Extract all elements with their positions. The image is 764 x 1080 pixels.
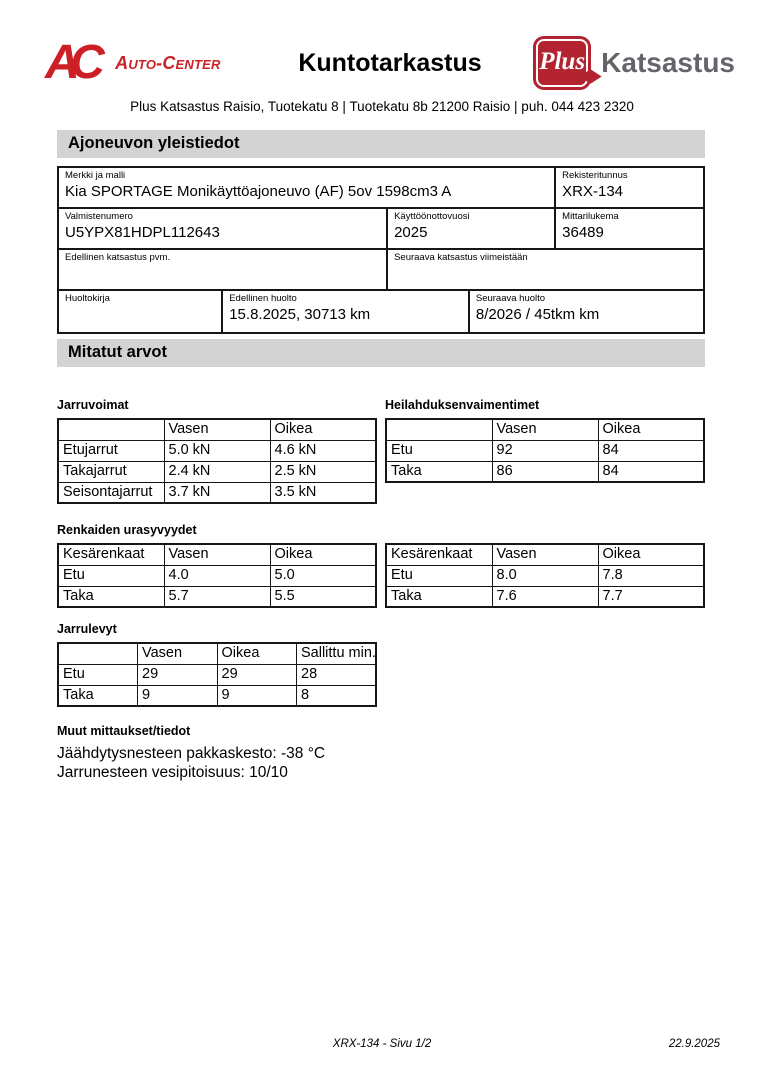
table-row: [386, 461, 704, 482]
info-cell-next-service: [470, 291, 703, 332]
table-row: [58, 461, 376, 482]
field-label: Seuraava katsastus viimeistään: [394, 252, 528, 263]
row-label: Etu: [58, 664, 138, 685]
field-label: Huoltokirja: [65, 293, 110, 304]
header-cell: Vasen: [138, 643, 218, 664]
value-cell: 9: [138, 685, 218, 706]
row-label: Etu: [386, 565, 492, 586]
brake-forces-table: [57, 418, 377, 504]
row-label: Takajarrut: [58, 461, 164, 482]
field-label: Merkki ja malli: [65, 170, 126, 181]
field-value: [65, 265, 380, 283]
field-label: Edellinen katsastus pvm.: [65, 252, 171, 263]
info-cell-make-model: [59, 168, 556, 207]
value-cell: 29: [138, 664, 218, 685]
vehicle-info-table: [57, 166, 705, 334]
table-row: [58, 482, 376, 503]
row-label: Etu: [386, 440, 492, 461]
row-label: Taka: [386, 586, 492, 607]
table-row: [386, 565, 704, 586]
plus-badge-icon: [533, 36, 591, 90]
value-cell: 7.6: [492, 586, 598, 607]
header-cell: Oikea: [217, 643, 297, 664]
value-cell: 5.7: [164, 586, 270, 607]
value-cell: 84: [598, 440, 704, 461]
coolant-freeze-resistance-line: Jäähdytysnesteen pakkaskesto: -38 °C: [57, 745, 326, 762]
footer-date: 22.9.2025: [668, 1038, 720, 1050]
field-value: 2025: [394, 224, 428, 241]
other-measurements-block: [57, 724, 705, 782]
row-label: Etujarrut: [58, 440, 164, 461]
value-cell: 86: [492, 461, 598, 482]
info-cell-vin: [59, 209, 388, 248]
value-cell: 3.7 kN: [164, 482, 270, 503]
table-row: [59, 291, 703, 332]
measurements-area: [57, 398, 705, 707]
auto-center-logo: [45, 36, 221, 90]
plus-badge-label: Plus: [539, 48, 586, 75]
value-cell: 5.0: [270, 565, 376, 586]
brake-forces-title: Jarruvoimat: [57, 398, 129, 412]
field-label: Seuraava huolto: [475, 293, 546, 304]
table-row: [59, 250, 703, 291]
shock-absorbers-table: [385, 418, 705, 483]
header-cell: Vasen: [164, 419, 270, 440]
report-header: [0, 0, 764, 90]
value-cell: 28: [297, 664, 377, 685]
header-cell: Kesärenkaat: [58, 544, 164, 565]
value-cell: 84: [598, 461, 704, 482]
value-cell: 7.7: [598, 586, 704, 607]
value-cell: 8.0: [492, 565, 598, 586]
row-label: Taka: [386, 461, 492, 482]
row-label: Seisontajarrut: [58, 482, 164, 503]
info-cell-service-book: [59, 291, 223, 332]
header-cell: [58, 419, 164, 440]
section-header-measured-values: Mitatut arvot: [57, 339, 705, 367]
value-cell: 92: [492, 440, 598, 461]
table-header-row: [386, 544, 704, 565]
brake-fluid-water-content-line: Jarrunesteen vesipitoisuus: 10/10: [57, 764, 288, 781]
table-row: [58, 565, 376, 586]
field-value: 8/2026 / 45tkm km: [475, 306, 600, 323]
value-cell: 3.5 kN: [270, 482, 376, 503]
field-value: [65, 306, 215, 324]
header-cell: [58, 643, 138, 664]
table-row: [58, 685, 376, 706]
info-cell-odometer: [556, 209, 703, 248]
brake-forces-block: [57, 398, 377, 504]
table-row: [386, 586, 704, 607]
header-cell: Vasen: [164, 544, 270, 565]
tire-treads-left-table: [57, 543, 377, 608]
header-cell: Oikea: [598, 544, 704, 565]
plus-katsastus-logo-name: Katsastus: [601, 47, 735, 78]
field-label: Valmistenumero: [65, 211, 133, 222]
brake-discs-block: [57, 622, 705, 707]
row-label: Etu: [58, 565, 164, 586]
tire-treads-title: Renkaiden urasyvyydet: [57, 523, 197, 537]
auto-center-logo-icon: AC: [45, 36, 96, 89]
field-value: 36489: [562, 224, 604, 241]
plus-katsastus-logo: [533, 36, 735, 90]
tire-treads-right-table: [385, 543, 705, 608]
field-value: 15.8.2025, 30713 km: [229, 306, 371, 323]
brake-discs-table: [57, 642, 377, 707]
table-header-row: [58, 419, 376, 440]
station-address-line: Plus Katsastus Raisio, Tuotekatu 8 | Tuotekatu 8b 21200 Raisio | puh. 044 423 2320: [130, 99, 634, 114]
value-cell: 4.0: [164, 565, 270, 586]
table-row: [58, 664, 376, 685]
brakes-shocks-row: [57, 398, 705, 504]
table-row: [386, 440, 704, 461]
table-row: [59, 209, 703, 250]
field-label: Käyttöönottovuosi: [394, 211, 470, 222]
header-cell: Oikea: [270, 544, 376, 565]
value-cell: 2.5 kN: [270, 461, 376, 482]
value-cell: 9: [217, 685, 297, 706]
value-cell: 5.0 kN: [164, 440, 270, 461]
tire-treads-row: [57, 543, 705, 608]
shock-absorbers-title: Heilahduksenvaimentimet: [385, 398, 540, 412]
page-title: Kuntotarkastus: [298, 48, 482, 77]
section-header-general-info: Ajoneuvon yleistiedot: [57, 130, 705, 158]
table-header-row: [386, 419, 704, 440]
field-value: Kia SPORTAGE Monikäyttöajoneuvo (AF) 5ov 1598cm3 A: [65, 183, 452, 200]
header-cell: Kesärenkaat: [386, 544, 492, 565]
value-cell: 4.6 kN: [270, 440, 376, 461]
brake-discs-title: Jarrulevyt: [57, 622, 117, 636]
info-cell-previous-inspection: [59, 250, 388, 289]
table-row: [58, 440, 376, 461]
header-cell: Oikea: [270, 419, 376, 440]
info-cell-registration: [556, 168, 703, 207]
info-cell-first-use-year: [388, 209, 556, 248]
value-cell: 8: [297, 685, 377, 706]
auto-center-logo-name: Auto-Center: [115, 52, 221, 73]
header-cell: Sallittu min.: [297, 643, 377, 664]
other-measurements-title: Muut mittaukset/tiedot: [57, 724, 191, 738]
field-value: U5YPX81HDPL112643: [65, 224, 220, 241]
value-cell: 29: [217, 664, 297, 685]
table-row: [59, 168, 703, 209]
header-cell: [386, 419, 492, 440]
field-value: XRX-134: [562, 183, 624, 200]
table-header-row: [58, 544, 376, 565]
header-cell: Vasen: [492, 544, 598, 565]
header-cell: Vasen: [492, 419, 598, 440]
table-row: [58, 586, 376, 607]
row-label: Taka: [58, 685, 138, 706]
info-cell-next-inspection: [388, 250, 703, 289]
page-footer: [0, 1038, 764, 1052]
field-label: Rekisteritunnus: [562, 170, 628, 181]
value-cell: 5.5: [270, 586, 376, 607]
field-label: Edellinen huolto: [229, 293, 297, 304]
value-cell: 2.4 kN: [164, 461, 270, 482]
row-label: Taka: [58, 586, 164, 607]
footer-page-number: XRX-134 - Sivu 1/2: [332, 1038, 432, 1050]
info-cell-previous-service: [223, 291, 470, 332]
field-label: Mittarilukema: [562, 211, 619, 222]
shock-absorbers-block: [385, 398, 705, 504]
field-value: [394, 265, 697, 283]
header-cell: Oikea: [598, 419, 704, 440]
table-header-row: [58, 643, 376, 664]
value-cell: 7.8: [598, 565, 704, 586]
